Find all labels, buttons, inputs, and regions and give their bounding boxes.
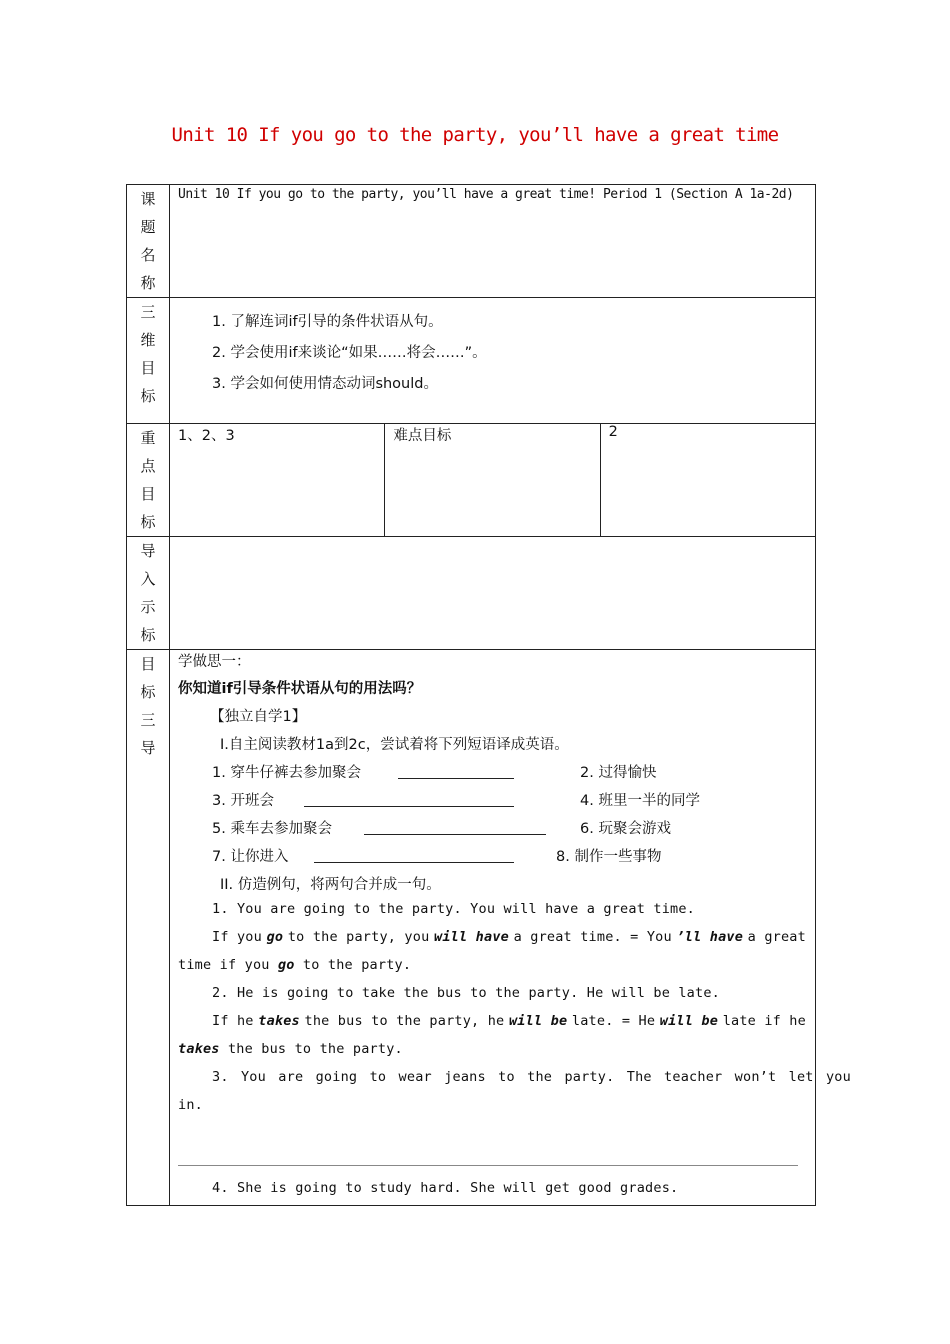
lesson-table bbox=[126, 184, 851, 1206]
example-text: a great time. = You bbox=[513, 929, 672, 945]
guide-row bbox=[127, 650, 816, 1206]
sentence-3 bbox=[212, 1069, 851, 1085]
example-text: late if he bbox=[722, 1013, 806, 1029]
answer-line[interactable] bbox=[178, 1165, 798, 1166]
guide-cell bbox=[170, 650, 851, 1206]
part1-instruction: I.自主阅读教材1a到2c，尝试着将下列短语译成英语。 bbox=[220, 737, 569, 753]
sentence-text: 3. You are going to wear jeans to the party. The teacher won’t let you bbox=[212, 1069, 851, 1085]
answer-blank[interactable] bbox=[398, 778, 514, 779]
answer-blank[interactable] bbox=[314, 862, 514, 863]
example-text: to the party. bbox=[302, 957, 412, 973]
page-title: Unit 10 If you go to the party, you’ll have a great time bbox=[171, 124, 779, 146]
example-text: the bus to the party. bbox=[227, 1041, 403, 1057]
phrase-item: 3. 开班会 bbox=[212, 793, 274, 809]
guide-question: 你知道if引导条件状语从句的用法吗？ bbox=[178, 681, 422, 697]
answer-blank[interactable] bbox=[304, 806, 514, 807]
example-text: a great bbox=[747, 929, 806, 945]
example-emph: will have bbox=[434, 929, 509, 945]
difficult-label-cell bbox=[385, 424, 600, 537]
phrase-item: 1. 穿牛仔裤去参加聚会 bbox=[212, 765, 361, 781]
label-char: 目 bbox=[140, 359, 156, 377]
key-goals-value: 1、2、3 bbox=[178, 428, 235, 444]
example-emph: takes bbox=[258, 1013, 300, 1029]
example-text: If he bbox=[212, 1013, 254, 1029]
topic-cell bbox=[170, 185, 816, 298]
label-char: 三 bbox=[140, 303, 156, 321]
phrase-item: 6. 玩聚会游戏 bbox=[580, 821, 671, 837]
example-emph: will be bbox=[508, 1013, 568, 1029]
goals-label bbox=[127, 298, 170, 424]
example-2-line2 bbox=[178, 1041, 403, 1057]
label-char: 标 bbox=[140, 626, 156, 644]
example-text: to the party, you bbox=[287, 929, 430, 945]
label-char: 标 bbox=[140, 387, 156, 405]
guide-label bbox=[127, 650, 170, 1206]
example-text: the bus to the party, he bbox=[304, 1013, 505, 1029]
example-text: late. = He bbox=[571, 1013, 656, 1029]
phrase-item: 5. 乘车去参加聚会 bbox=[212, 821, 332, 837]
topic-row bbox=[127, 185, 816, 298]
phrase-item: 7. 让你进入 bbox=[212, 849, 289, 865]
goal-item: 3. 学会如何使用情态动词should。 bbox=[212, 376, 438, 392]
example-emph: will be bbox=[659, 1013, 719, 1029]
key-goals-label bbox=[127, 424, 170, 537]
difficult-value-cell bbox=[600, 424, 815, 537]
label-char: 标 bbox=[140, 683, 156, 701]
sentence-3-cont: in. bbox=[178, 1097, 203, 1113]
example-text: If you bbox=[212, 929, 262, 945]
sentence-4: 4. She is going to study hard. She will get good grades. bbox=[212, 1180, 679, 1196]
label-char: 入 bbox=[140, 570, 156, 588]
phrase-item: 4. 班里一半的同学 bbox=[580, 793, 700, 809]
sentence-2: 2. He is going to take the bus to the party. He will be late. bbox=[212, 985, 720, 1001]
difficult-value: 2 bbox=[608, 424, 618, 440]
example-emph: go bbox=[266, 929, 284, 945]
example-emph: go bbox=[277, 957, 295, 973]
label-char: 导 bbox=[140, 542, 156, 560]
answer-blank[interactable] bbox=[364, 834, 546, 835]
example-emph: takes bbox=[178, 1041, 220, 1057]
self-study-heading: 【独立自学1】 bbox=[210, 709, 307, 725]
intro-row bbox=[127, 537, 816, 650]
label-char: 课 bbox=[140, 190, 156, 208]
topic-label bbox=[127, 185, 170, 298]
label-char: 导 bbox=[140, 739, 156, 757]
topic-name: Unit 10 If you go to the party, you’ll have a great time! Period 1 (Section A 1a-2d) bbox=[178, 187, 794, 202]
label-char: 重 bbox=[140, 429, 156, 447]
label-char: 三 bbox=[140, 711, 156, 729]
phrase-item: 2. 过得愉快 bbox=[580, 765, 657, 781]
example-text: time if you bbox=[178, 957, 270, 973]
sentence-1: 1. You are going to the party. You will have a great time. bbox=[212, 901, 696, 917]
key-goals-cell bbox=[170, 424, 385, 537]
label-char: 题 bbox=[140, 218, 156, 236]
label-char: 示 bbox=[140, 598, 156, 616]
example-emph: ’ll have bbox=[676, 929, 744, 945]
intro-label bbox=[127, 537, 170, 650]
label-char: 名 bbox=[140, 246, 156, 264]
key-goals-row bbox=[127, 424, 816, 537]
phrase-item: 8. 制作一些事物 bbox=[556, 849, 662, 865]
difficult-label: 难点目标 bbox=[393, 428, 452, 444]
label-char: 称 bbox=[140, 274, 156, 292]
label-char: 目 bbox=[140, 655, 156, 673]
label-char: 标 bbox=[140, 513, 156, 531]
example-1-line1 bbox=[212, 929, 806, 945]
example-2-line1 bbox=[212, 1013, 806, 1029]
goals-row bbox=[127, 298, 816, 424]
label-char: 维 bbox=[140, 331, 156, 349]
goal-item: 1. 了解连词if引导的条件状语从句。 bbox=[212, 314, 443, 330]
label-char: 目 bbox=[140, 485, 156, 503]
example-1-line2 bbox=[178, 957, 411, 973]
goals-cell bbox=[170, 298, 816, 424]
intro-cell bbox=[170, 537, 816, 650]
part2-instruction: II. 仿造例句，将两句合并成一句。 bbox=[220, 877, 441, 893]
goal-item: 2. 学会使用if来谈论“如果……将会……”。 bbox=[212, 345, 487, 361]
label-char: 点 bbox=[140, 457, 156, 475]
guide-heading: 学做思一： bbox=[178, 654, 251, 670]
